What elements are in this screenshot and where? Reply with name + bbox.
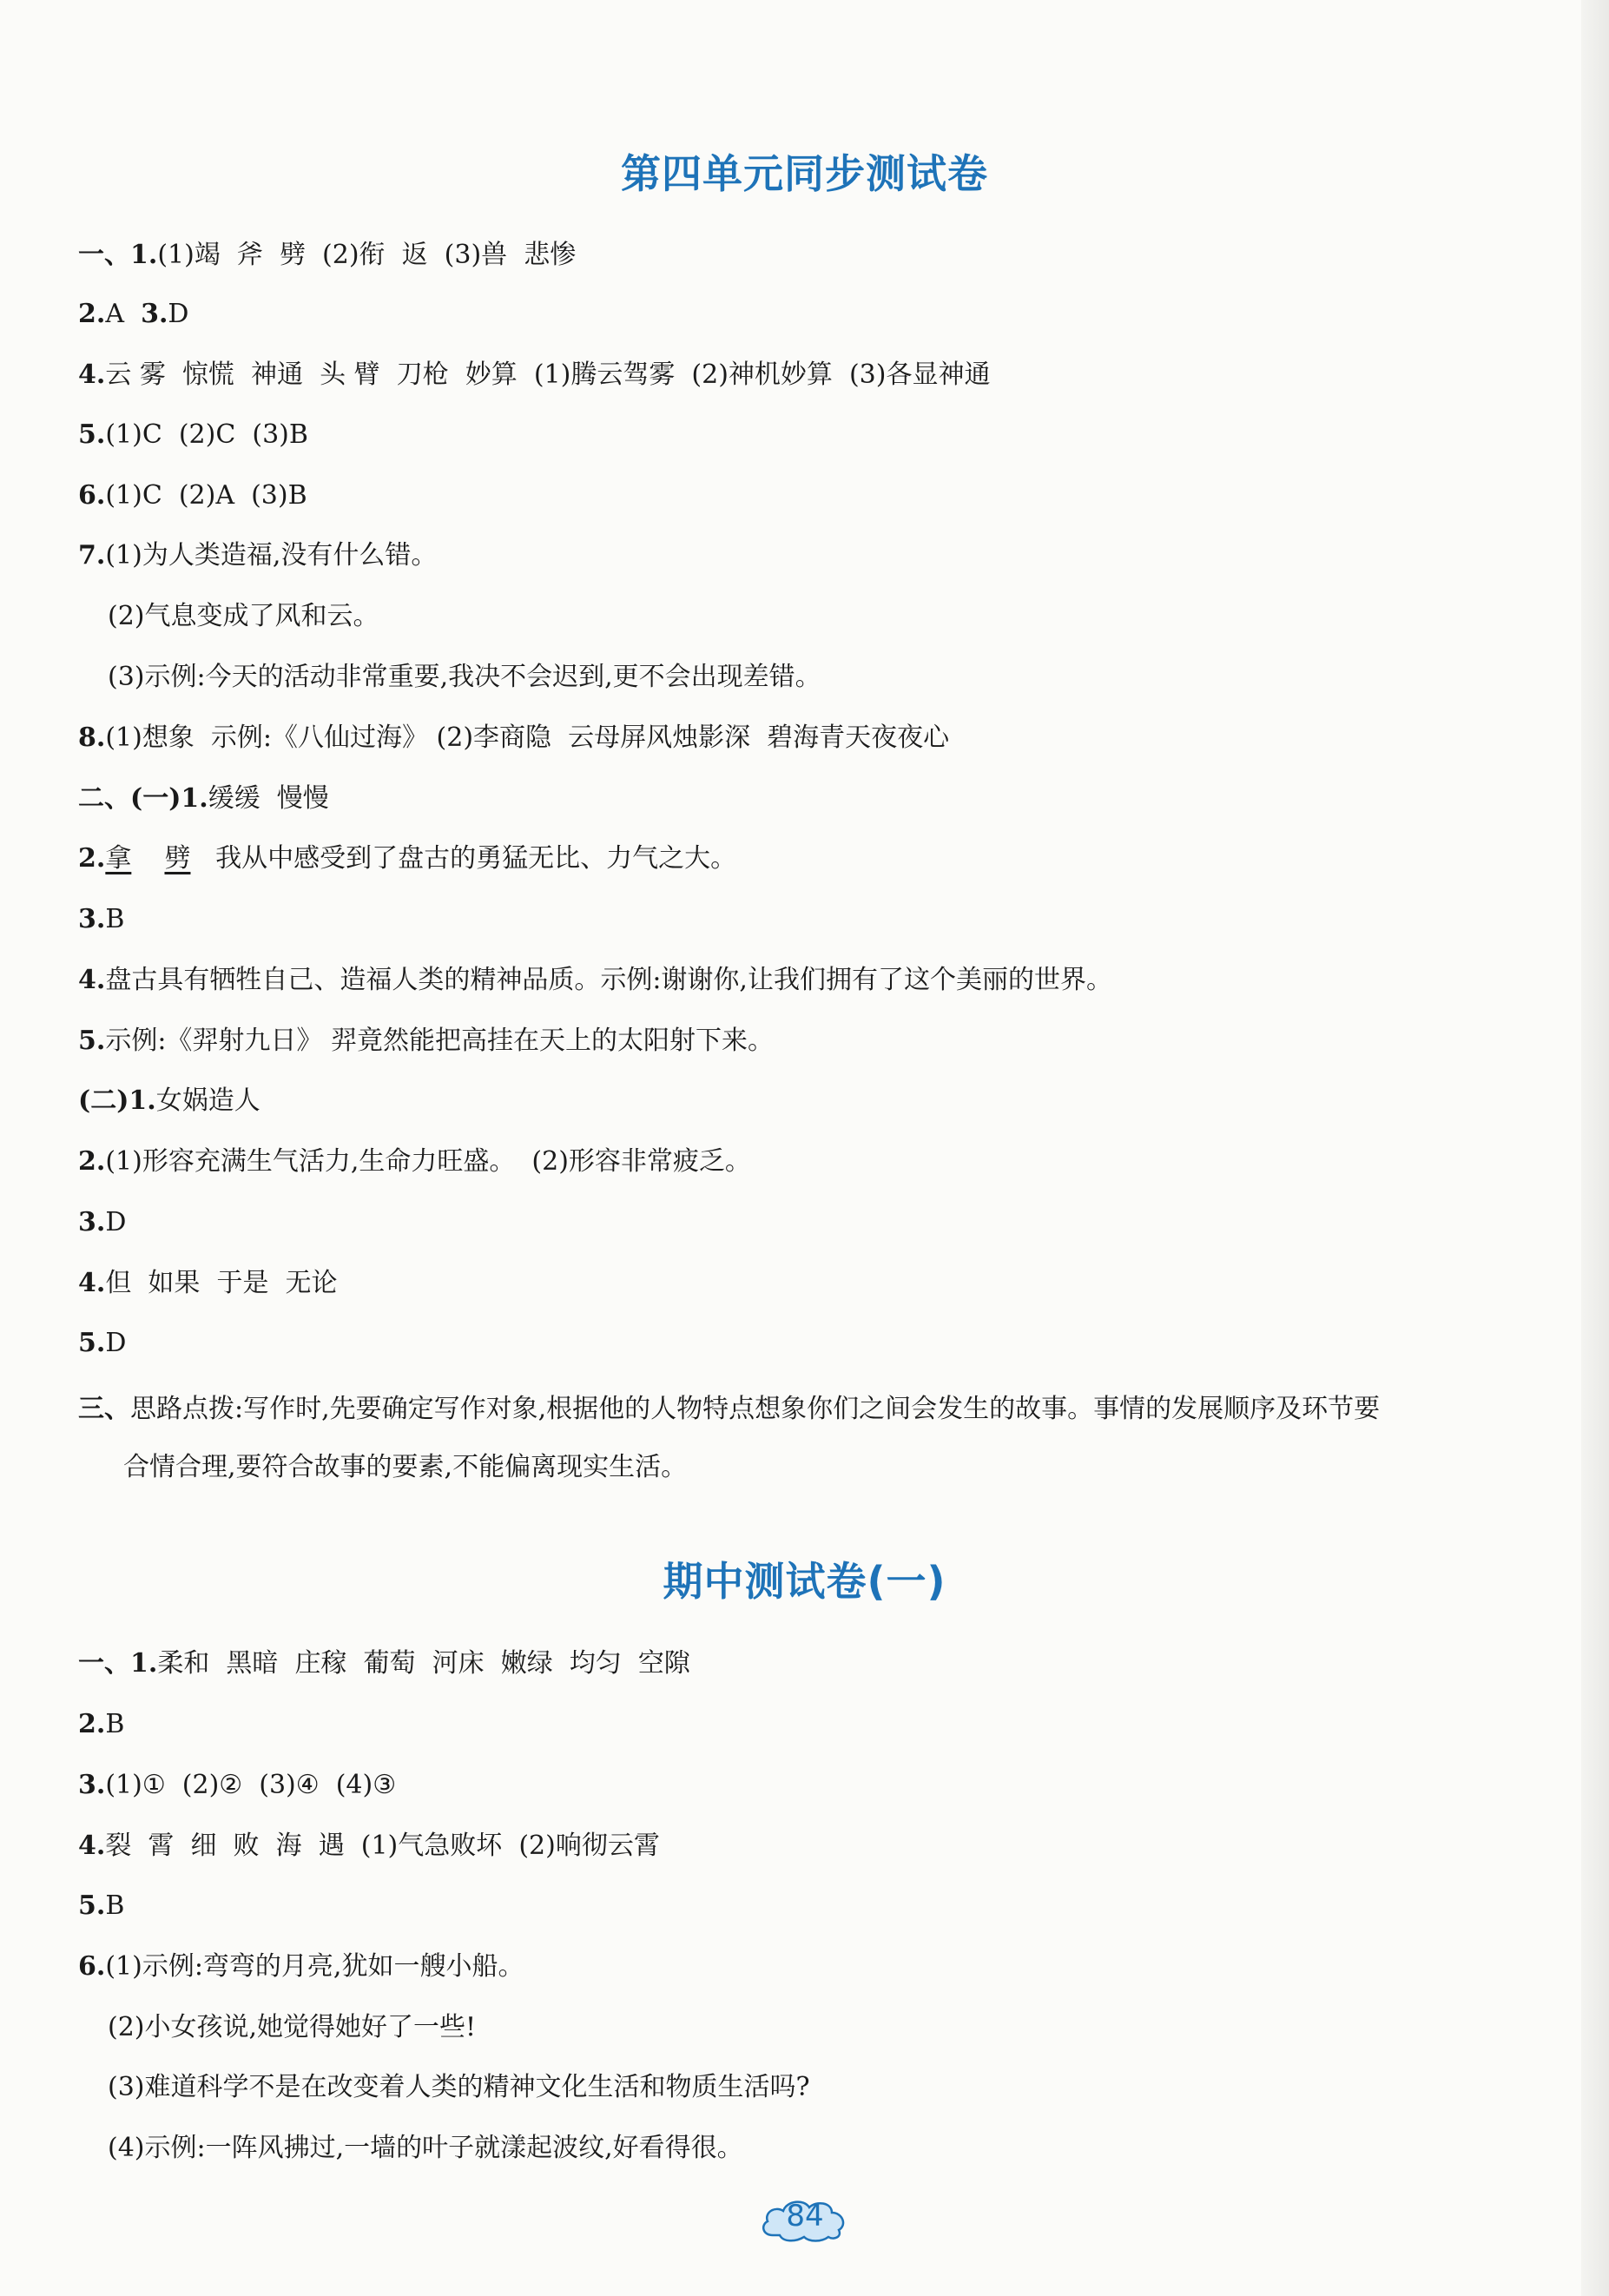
answer-text: 缓缓 慢慢 bbox=[208, 783, 329, 814]
item-number: 2. bbox=[78, 1709, 106, 1739]
answer-line bbox=[108, 660, 821, 695]
answer-line bbox=[78, 902, 124, 937]
answer-text: D bbox=[168, 299, 189, 329]
answer-text: B bbox=[105, 1709, 125, 1739]
answer-line bbox=[123, 1450, 687, 1485]
answer-text: 合情合理,要符合故事的要素,不能偏离现实生活。 bbox=[123, 1452, 688, 1482]
page-number-badge bbox=[757, 2195, 853, 2244]
item-number: 5. bbox=[78, 1890, 106, 1921]
answer-line bbox=[78, 1326, 126, 1361]
item-number: 三、 bbox=[78, 1394, 130, 1424]
answer-text: D bbox=[105, 1328, 127, 1358]
item-number: 4. bbox=[78, 965, 106, 995]
underlined-answer: 拿 bbox=[105, 843, 132, 874]
answer-text: (1)为人类造福,没有什么错。 bbox=[105, 540, 438, 571]
answer-text: 盘古具有牺牲自己、造福人类的精神品质。示例:谢谢你,让我们拥有了这个美丽的世界。 bbox=[105, 965, 1112, 995]
answer-line bbox=[78, 1950, 524, 1984]
answer-line bbox=[78, 1707, 124, 1742]
answer-line bbox=[78, 1145, 751, 1179]
answer-line bbox=[78, 478, 307, 513]
answer-line bbox=[78, 358, 990, 393]
page-edge-shadow bbox=[1581, 0, 1609, 2296]
answer-text: D bbox=[105, 1207, 127, 1237]
item-number: 8. bbox=[78, 722, 106, 753]
answer-line bbox=[78, 1768, 396, 1803]
answer-text: (4)示例:一阵风拂过,一墙的叶子就漾起波纹,好看得很。 bbox=[108, 2133, 743, 2163]
section-title-midterm: 期中测试卷(一) bbox=[663, 1558, 946, 1605]
answer-line bbox=[78, 538, 437, 573]
answer-line bbox=[78, 1024, 774, 1059]
item-number: 3. bbox=[78, 904, 106, 934]
answer-text: (1)C (2)C (3)B bbox=[105, 419, 308, 450]
answer-line bbox=[78, 1205, 126, 1240]
answer-text: 云 雾 惊慌 神通 头 臂 刀枪 妙算 (1)腾云驾雾 (2)神机妙算 (3)各显神通 bbox=[105, 360, 991, 390]
item-number: 5. bbox=[78, 1328, 106, 1358]
answer-line bbox=[78, 297, 188, 332]
answer-line bbox=[108, 2010, 476, 2045]
answer-line bbox=[108, 599, 379, 634]
item-number: 一、1. bbox=[78, 240, 158, 270]
answer-text: (3)示例:今天的活动非常重要,我决不会迟到,更不会出现差错。 bbox=[108, 662, 821, 692]
answer-line bbox=[78, 1829, 660, 1864]
answer-line bbox=[78, 1889, 124, 1923]
item-number: 2. bbox=[78, 1146, 106, 1177]
answer-line bbox=[78, 1266, 338, 1301]
item-number: 6. bbox=[78, 1951, 106, 1982]
answer-line bbox=[108, 2131, 743, 2166]
answer-text: (1)C (2)A (3)B bbox=[105, 480, 307, 511]
answer-text: B bbox=[105, 904, 125, 934]
item-number: 6. bbox=[78, 480, 106, 511]
answer-text: (1)竭 斧 劈 (2)衔 返 (3)兽 悲惨 bbox=[157, 240, 577, 270]
item-number: 5. bbox=[78, 1026, 106, 1056]
answer-text: 女娲造人 bbox=[155, 1085, 260, 1116]
answer-line bbox=[78, 841, 736, 876]
answer-line bbox=[78, 238, 576, 273]
answer-text: A bbox=[105, 299, 142, 329]
answer-text: (1)① (2)② (3)④ (4)③ bbox=[105, 1770, 397, 1800]
answer-text: B bbox=[105, 1890, 125, 1921]
answer-text: 我从中感受到了盘古的勇猛无比、力气之大。 bbox=[215, 843, 737, 874]
answer-text: (3)难道科学不是在改变着人类的精神文化生活和物质生活吗? bbox=[108, 2072, 810, 2102]
answer-text: 思路点拨:写作时,先要确定写作对象,根据他的人物特点想象你们之间会发生的故事。事情的发展顺序及环节要 bbox=[130, 1394, 1381, 1424]
section-title-unit4: 第四单元同步测试卷 bbox=[621, 150, 988, 197]
answer-text: (2)小女孩说,她觉得她好了一些! bbox=[108, 2012, 477, 2042]
item-number: 2. bbox=[78, 843, 106, 874]
answer-text: (1)想象 示例:《八仙过海》 (2)李商隐 云母屏风烛影深 碧海青天夜夜心 bbox=[105, 722, 950, 753]
answer-line bbox=[78, 721, 949, 755]
answer-text: 示例:《羿射九日》 羿竟然能把高挂在天上的太阳射下来。 bbox=[105, 1026, 774, 1056]
answer-line bbox=[78, 418, 308, 452]
item-number: 4. bbox=[78, 1831, 106, 1861]
answer-text: 柔和 黑暗 庄稼 葡萄 河床 嫩绿 均匀 空隙 bbox=[157, 1648, 690, 1679]
item-number: 一、1. bbox=[78, 1648, 158, 1679]
answer-line bbox=[78, 782, 329, 816]
answer-text: (1)形容充满生气活力,生命力旺盛。 (2)形容非常疲乏。 bbox=[105, 1146, 751, 1177]
page-number: 84 bbox=[786, 2199, 824, 2233]
item-number: 3. bbox=[141, 299, 168, 329]
answer-line bbox=[78, 1392, 1380, 1427]
item-number: 3. bbox=[78, 1770, 106, 1800]
answer-text: (2)气息变成了风和云。 bbox=[108, 601, 379, 631]
answer-line bbox=[78, 963, 1112, 998]
item-number: 二、(一)1. bbox=[78, 783, 208, 814]
answer-line bbox=[78, 1646, 690, 1681]
answer-text: 裂 霄 细 败 海 遇 (1)气急败坏 (2)响彻云霄 bbox=[105, 1831, 660, 1861]
answer-line bbox=[108, 2070, 810, 2105]
item-number: 7. bbox=[78, 540, 106, 571]
answer-line bbox=[78, 1084, 260, 1118]
item-number: 3. bbox=[78, 1207, 106, 1237]
item-number: (二)1. bbox=[78, 1085, 156, 1116]
underlined-answer: 劈 bbox=[164, 843, 191, 874]
answer-text: 但 如果 于是 无论 bbox=[105, 1268, 338, 1298]
item-number: 5. bbox=[78, 419, 106, 450]
item-number: 2. bbox=[78, 299, 106, 329]
item-number: 4. bbox=[78, 360, 106, 390]
item-number: 4. bbox=[78, 1268, 106, 1298]
answer-text: (1)示例:弯弯的月亮,犹如一艘小船。 bbox=[105, 1951, 524, 1982]
